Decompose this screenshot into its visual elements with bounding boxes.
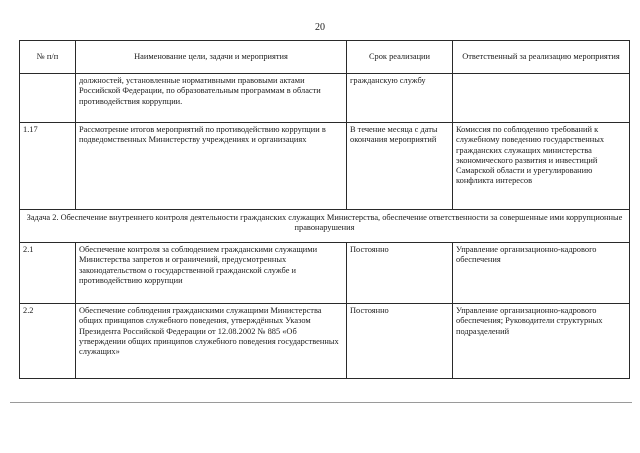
row-period: В течение месяца с даты окончания мероприятий	[347, 123, 453, 210]
row-name: должностей, установленные нормативными правовыми актами Российской Федерации, по образовательным программам в области противодействия коррупции.	[76, 74, 347, 123]
row-num	[20, 74, 76, 123]
page-number: 20	[315, 22, 325, 33]
header-responsible: Ответственный за реализацию мероприятия	[453, 41, 630, 74]
table-row	[20, 243, 630, 304]
header-name: Наименование цели, задачи и мероприятия	[76, 41, 347, 74]
task-2-heading: Задача 2. Обеспечение внутреннего контроля деятельности гражданских служащих Министерства, обеспечение ответственности за совершенные ими коррупционные правонарушения	[20, 210, 630, 243]
row-num: 2.2	[20, 304, 76, 379]
row-num: 2.1	[20, 243, 76, 304]
table-row	[20, 123, 630, 210]
table-header-row	[20, 41, 630, 74]
scan-edge-line	[10, 402, 632, 403]
table-row	[20, 304, 630, 379]
row-period: Постоянно	[347, 243, 453, 304]
action-plan-table	[19, 40, 630, 379]
row-num: 1.17	[20, 123, 76, 210]
row-responsible	[453, 74, 630, 123]
row-name: Обеспечение соблюдения гражданскими служащими Министерства общих принципов служебного поведения, утверждённых Указом Президента Российской Федерации от 12.08.2002 № 885 «Об утверждении общих принципов служебного поведения государственных служащих»	[76, 304, 347, 379]
row-name: Рассмотрение итогов мероприятий по противодействию коррупции в подведомственных Министерству учреждениях и организациях	[76, 123, 347, 210]
task-heading-row	[20, 210, 630, 243]
row-responsible: Управление организационно-кадрового обеспечения; Руководители структурных подразделений	[453, 304, 630, 379]
row-period: гражданскую службу	[347, 74, 453, 123]
row-responsible: Комиссия по соблюдению требований к служебному поведению государственных гражданских служащих министерства экономического развития и инвестиций Самарской области и урегулированию конфликта интересов	[453, 123, 630, 210]
row-period: Постоянно	[347, 304, 453, 379]
row-name: Обеспечение контроля за соблюдением гражданскими служащими Министерства запретов и ограничений, предусмотренных законодательством о государственной гражданской службе и противодействию коррупции	[76, 243, 347, 304]
header-period: Срок реализации	[347, 41, 453, 74]
header-num: № п/п	[20, 41, 76, 74]
table-row	[20, 74, 630, 123]
row-responsible: Управление организационно-кадрового обеспечения	[453, 243, 630, 304]
